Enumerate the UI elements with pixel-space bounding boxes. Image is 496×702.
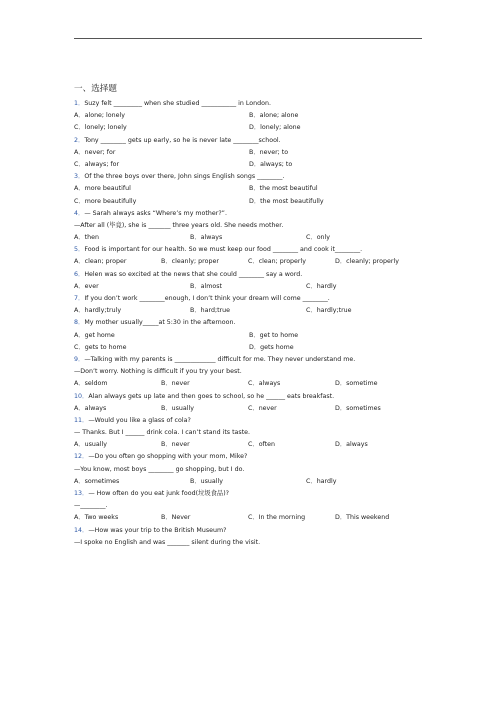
question-text: If you don’t work ________enough, I don’t think your dream will come ________.	[84, 295, 330, 302]
answer-option[interactable]: C．clean; properly	[248, 258, 306, 266]
question-text: —Do you often go shopping with your mom, Mike?	[88, 453, 248, 461]
answer-option[interactable]: C．never	[248, 404, 277, 412]
answer-option[interactable]: C．In the morning	[248, 514, 306, 522]
answer-option[interactable]: C．only	[306, 234, 331, 242]
question-dialogue-line: —Don’t worry. Nothing is difficult if you try your best.	[74, 368, 242, 376]
answer-option[interactable]: B．the most beautiful	[249, 185, 318, 193]
answer-option[interactable]: A．sometimes	[74, 477, 120, 485]
answer-options-row	[74, 330, 424, 342]
question-12	[74, 451, 424, 463]
answer-options-row	[74, 256, 424, 268]
answer-option[interactable]: A．usually	[74, 441, 107, 449]
answer-options-row	[74, 512, 424, 524]
answer-options-row	[74, 305, 424, 317]
question-text: —How was your trip to the British Museum?	[88, 526, 227, 534]
answer-options-row	[74, 183, 424, 195]
questions-container	[74, 98, 424, 549]
question-text: —Talking with my parents is _____________ difficult for me. They never understand me.	[84, 355, 356, 363]
question-3	[74, 171, 424, 183]
question-dialogue-line: —You know, most boys ________ go shopping, but I do.	[74, 465, 245, 473]
question-number: 13．	[74, 490, 89, 497]
question-text: Tony ________ gets up early, so he is never late ________school.	[84, 136, 281, 144]
question-number: 11．	[74, 416, 89, 424]
answer-option[interactable]: D．cleanly; properly	[335, 258, 399, 266]
question-11	[74, 415, 424, 427]
answer-option[interactable]: D．lonely; alone	[249, 124, 301, 132]
question-text: — How often do you eat junk food(垃圾食品)?	[88, 490, 230, 497]
question-14	[74, 525, 424, 537]
answer-option[interactable]: A．hardly;truly	[74, 307, 122, 315]
answer-option[interactable]: A．alone; lonely	[74, 112, 125, 120]
answer-option[interactable]: A．seldom	[74, 380, 108, 388]
question-number: 2．	[74, 136, 85, 144]
question-2	[74, 135, 424, 147]
answer-options-row	[74, 378, 424, 390]
question-text: Helen was so excited at the news that she could ________ say a word.	[84, 270, 303, 278]
answer-option[interactable]: D．sometimes	[335, 404, 381, 412]
answer-option[interactable]: D．always	[335, 441, 368, 449]
answer-option[interactable]: B．cleanly; proper	[161, 258, 219, 266]
question-8	[74, 317, 424, 329]
answer-option[interactable]: C．often	[248, 441, 275, 449]
answer-options-row	[74, 147, 424, 159]
answer-option[interactable]: B．always	[190, 234, 223, 242]
question-number: 3．	[74, 173, 85, 181]
answer-option[interactable]: B．never	[161, 441, 190, 449]
answer-option[interactable]: C．always	[248, 380, 281, 388]
answer-option[interactable]: B．get to home	[249, 331, 299, 339]
answer-options-row	[74, 342, 424, 354]
answer-options-row	[74, 110, 424, 122]
question-number: 8．	[74, 319, 85, 327]
answer-option[interactable]: C．more beautifully	[74, 197, 137, 205]
answer-option[interactable]: A．never; for	[74, 148, 116, 156]
answer-option[interactable]: A．clean; proper	[74, 258, 127, 266]
question-4	[74, 208, 424, 220]
answer-option[interactable]: D．the most beautifully	[249, 197, 324, 205]
answer-option[interactable]: A．more beautiful	[74, 185, 131, 193]
answer-option[interactable]: B．hard;true	[190, 307, 230, 315]
answer-options-row	[74, 403, 424, 415]
question-13	[74, 488, 424, 500]
answer-option[interactable]: C．hardly	[306, 282, 337, 290]
question-dialogue-line: — Thanks. But I ______ drink cola. I can’t stand its taste.	[74, 429, 251, 437]
question-number: 7．	[74, 295, 85, 302]
answer-option[interactable]: B．Never	[161, 514, 191, 522]
question-9	[74, 354, 424, 366]
question-text: Suzy felt _________ when she studied ___________ in London.	[84, 100, 271, 107]
answer-options-row	[74, 159, 424, 171]
answer-options-row	[74, 439, 424, 451]
answer-option[interactable]: C．hardly	[306, 477, 337, 485]
question-6	[74, 269, 424, 281]
answer-options-row	[74, 476, 424, 488]
answer-option[interactable]: C．lonely; lonely	[74, 124, 127, 132]
question-7	[74, 293, 424, 305]
answer-option[interactable]: C．hardly;true	[306, 307, 352, 315]
question-5	[74, 244, 424, 256]
question-text: Of the three boys over there, John sings English songs ________.	[84, 173, 285, 181]
question-dialogue-line: —After all (毕竟), she is _______ three years old. She needs mother.	[74, 221, 284, 229]
header-rule	[74, 38, 422, 39]
question-number: 9．	[74, 355, 85, 363]
question-number: 10．	[74, 392, 89, 400]
question-text: —Would you like a glass of cola?	[88, 416, 191, 424]
answer-option[interactable]: B．usually	[161, 404, 194, 412]
question-text: My mother usually_____at 5:30 in the afternoon.	[84, 319, 236, 327]
question-number: 12．	[74, 453, 89, 461]
question-number: 6．	[74, 270, 85, 278]
answer-option[interactable]: A．Two weeks	[74, 514, 119, 522]
answer-option[interactable]: D．gets home	[249, 343, 294, 351]
answer-options-row	[74, 232, 424, 244]
answer-option[interactable]: A．always	[74, 404, 107, 412]
question-number: 5．	[74, 246, 85, 254]
question-text: Alan always gets up late and then goes to school, so he ______ eats breakfast.	[88, 392, 335, 400]
answer-option[interactable]: D．sometime	[335, 380, 378, 388]
section-title: 一、选择题	[74, 84, 117, 94]
answer-option[interactable]: C．gets to home	[74, 343, 127, 351]
question-number: 4．	[74, 209, 85, 217]
question-text: — Sarah always asks “Where’s my mother?”.	[84, 209, 227, 217]
answer-option[interactable]: B．never	[161, 380, 190, 388]
question-dialogue-line: —I spoke no English and was _______ silent during the visit.	[74, 538, 261, 546]
question-list	[74, 82, 424, 549]
question-10	[74, 391, 424, 403]
answer-option[interactable]: A．get home	[74, 331, 115, 339]
answer-option[interactable]: B．never; to	[249, 148, 289, 156]
question-number: 1．	[74, 100, 85, 107]
answer-option[interactable]: A．then	[74, 234, 99, 242]
answer-option[interactable]: B．usually	[190, 477, 223, 485]
question-1	[74, 98, 424, 110]
answer-option[interactable]: B．almost	[190, 282, 222, 290]
answer-option[interactable]: D．always; to	[249, 160, 293, 168]
question-number: 14．	[74, 526, 89, 534]
answer-option[interactable]: D．This weekend	[335, 514, 390, 522]
question-text: Food is important for our health. So we must keep our food ________ and cook it________.	[84, 246, 363, 254]
answer-options-row	[74, 196, 424, 208]
answer-options-row	[74, 281, 424, 293]
answer-option[interactable]: C．always; for	[74, 160, 120, 168]
answer-option[interactable]: B．alone; alone	[249, 112, 299, 120]
question-dialogue-line: —________.	[74, 502, 108, 510]
answer-options-row	[74, 122, 424, 134]
answer-option[interactable]: A．ever	[74, 282, 99, 290]
